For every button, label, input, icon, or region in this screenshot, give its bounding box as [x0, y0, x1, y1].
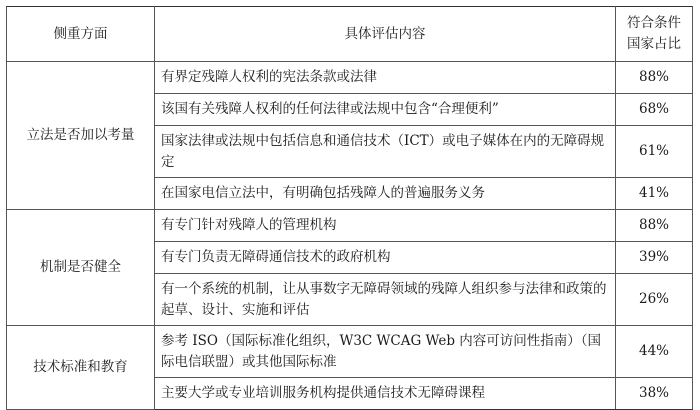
- header-row: [7, 7, 693, 62]
- aspect-cell: 技术标准和教育: [7, 326, 155, 410]
- criterion-cell: 有界定残障人权利的宪法条款或法律: [155, 62, 616, 94]
- header-share: [616, 7, 693, 62]
- aspect-cell: 机制是否健全: [7, 210, 155, 326]
- criterion-cell: 有专门针对残障人的管理机构: [155, 210, 616, 242]
- header-aspect: 侧重方面: [7, 7, 155, 62]
- header-share-line1: 符合条件: [627, 15, 681, 31]
- aspect-cell: 立法是否加以考量: [7, 62, 155, 210]
- header-share-line2: 国家占比: [627, 36, 681, 52]
- table-row: [7, 326, 693, 378]
- table-row: [7, 210, 693, 242]
- header-content: 具体评估内容: [155, 7, 616, 62]
- criterion-cell: 参考 ISO（国际标准化组织，W3C WCAG Web 内容可访问性指南）（国际电信联盟）或其他国际标准: [155, 326, 616, 378]
- table-row: [7, 62, 693, 94]
- share-cell: 88%: [616, 210, 693, 242]
- criterion-cell: 国家法律或法规中包括信息和通信技术（ICT）或电子媒体在内的无障碍规定: [155, 126, 616, 178]
- criterion-cell: 有一个系统的机制，让从事数字无障碍领域的残障人组织参与法律和政策的起草、设计、实施和评估: [155, 274, 616, 326]
- share-cell: 26%: [616, 274, 693, 326]
- assessment-table-container: [6, 6, 692, 410]
- assessment-table: [6, 6, 693, 410]
- share-cell: 39%: [616, 242, 693, 274]
- share-cell: 44%: [616, 326, 693, 378]
- share-cell: 61%: [616, 126, 693, 178]
- criterion-cell: 有专门负责无障碍通信技术的政府机构: [155, 242, 616, 274]
- criterion-cell: 在国家电信立法中，有明确包括残障人的普遍服务义务: [155, 178, 616, 210]
- share-cell: 88%: [616, 62, 693, 94]
- criterion-cell: 主要大学或专业培训服务机构提供通信技术无障碍课程: [155, 378, 616, 410]
- share-cell: 38%: [616, 378, 693, 410]
- share-cell: 41%: [616, 178, 693, 210]
- share-cell: 68%: [616, 94, 693, 126]
- criterion-cell: 该国有关残障人权利的任何法律或法规中包含“合理便利”: [155, 94, 616, 126]
